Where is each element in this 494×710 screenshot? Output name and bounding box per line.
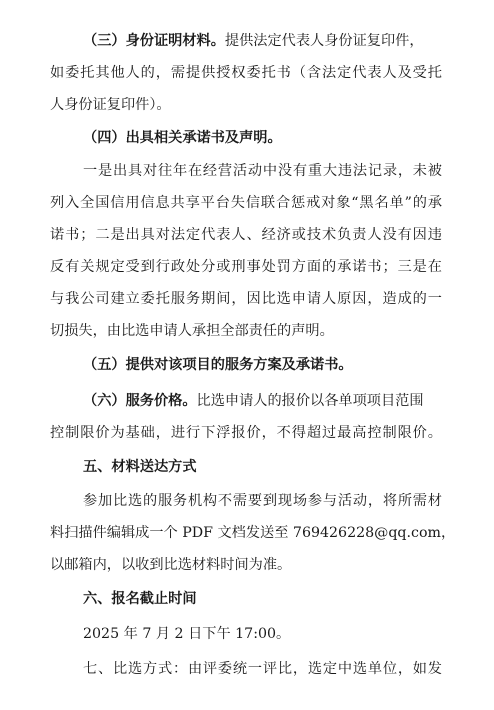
section-5-para-line-1: 参加比选的服务机构不需要到现场参与活动，将所需材 [83,493,442,509]
section-4-para-line-2: 列入全国信用信息共享平台失信联合惩戒对象“黑名单”的承 [50,195,442,211]
section-4-para-line-4: 反有关规定受到行政处分或刑事处罚方面的承诺书；三是在 [50,259,442,275]
section-3-line-3: 人身份证复印件）。 [50,97,171,113]
section-4-para-line-6: 切损失，由比选申请人承担全部责任的声明。 [50,323,334,339]
section-4-heading: （四）出具相关承诺书及声明。 [83,130,282,146]
section-3-line-2: 如委托其他人的，需提供授权委托书（含法定代表人及受托 [50,65,442,81]
section-4-para-line-3: 诺书；二是出具对法定代表人、经济或技术负责人没有因违 [50,227,442,243]
section-4-para-line-1: 一是出具对往年在经营活动中没有重大违法记录，未被 [83,163,442,179]
section-5-heading: 五、材料送达方式 [83,459,197,475]
section-5-sub-heading: （五）提供对该项目的服务方案及承诺书。 [83,357,353,373]
deadline-text: 2025 年 7 月 2 日下午 17:00。 [83,626,291,642]
section-3-text: 提供法定代表人身份证复印件， [224,33,424,49]
section-5-para-line-2: 料扫描件编辑成一个 PDF 文档发送至 769426228@qq.com， [50,525,456,541]
section-3-heading: （三）身份证明材料。 [83,33,225,49]
section-6-sub-heading: （六）服务价格。 [83,393,197,409]
section-6-heading: 六、报名截止时间 [83,591,197,607]
section-7-line-1: 七、比选方式：由评委统一评比，选定中选单位，如发 [83,661,442,677]
section-5-para-line-3: 以邮箱内，以收到比选材料时间为准。 [50,557,292,573]
section-6-sub-line-2: 控制限价为基础，进行下浮报价，不得超过最高控制限价。 [50,425,442,441]
section-3-line-1 [83,32,494,50]
section-6-sub-text: 比选申请人的报价以各单项项目范围 [196,393,424,409]
section-4-para-line-5: 与我公司建立委托服务期间，因比选申请人原因，造成的一 [50,291,442,307]
section-6-sub-line-1 [83,392,494,410]
